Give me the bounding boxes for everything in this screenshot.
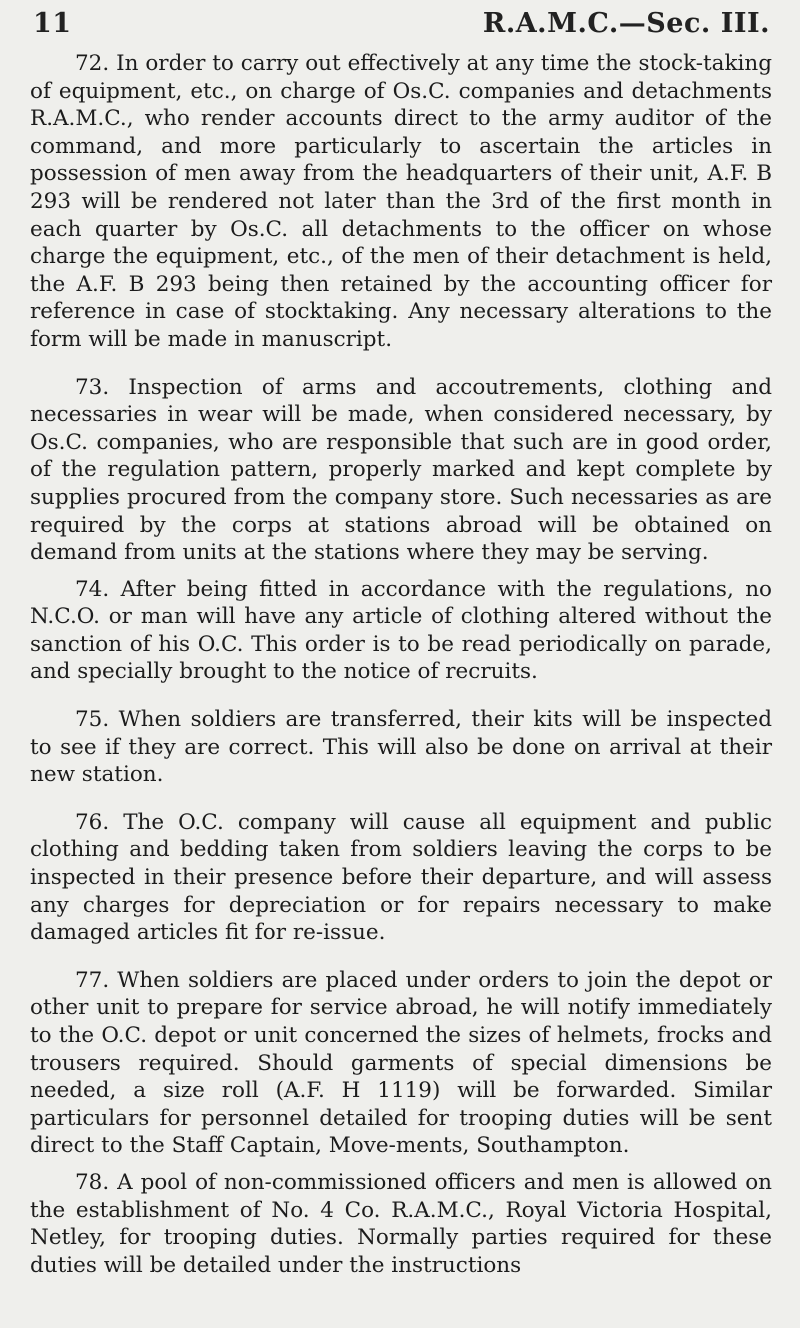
paragraph-77: 77. When soldiers are placed under orders to join the depot or other unit to prepare for service abroad, he will notify immediately to the O.C. depot or unit concerned the sizes of helmets, frocks and trousers required. Should garments of special dimensions be needed, a size roll (A.F. H 1119) will be forwarded. Similar particulars for personnel detailed for trooping duties will be sent direct to the Staff Captain, Move-ments, Southampton. [30, 967, 772, 1159]
paragraph-75: 75. When soldiers are transferred, their kits will be inspected to see if they are correct. This will also be done on arrival at their new station. [30, 707, 772, 788]
page-header [30, 8, 772, 48]
running-head: R.A.M.C.—Sec. III. [482, 8, 770, 39]
paragraph-72: 72. In order to carry out effectively at any time the stock-taking of equipment, etc., on charge of Os.C. companies and detachments R.A.M.C., who render accounts direct to the army auditor of the command, and more particularly to ascertain the articles in possession of men away from the headquarters of their unit, A.F. B 293 will be rendered not later than the 3rd of the first month in each quarter by Os.C. all detachments to the officer on whose charge the equipment, etc., of the men of their detachment is held, the A.F. B 293 being then retained by the accounting officer for reference in case of stocktaking. Any necessary alterations to the form will be made in manuscript. [30, 51, 772, 352]
paragraph-78: 78. A pool of non-commissioned officers and men is allowed on the establishment of No. 4 Co. R.A.M.C., Royal Victoria Hospital, Netley, for trooping duties. Normally parties required for these duties will be detailed under the instructions [30, 1169, 772, 1278]
paragraph-74: 74. After being fitted in accordance with the regulations, no N.C.O. or man will have any article of clothing altered without the sanction of his O.C. This order is to be read periodically on parade, and specially brought to the notice of recruits. [30, 576, 772, 685]
page-number: 11 [33, 8, 72, 39]
paragraph-76: 76. The O.C. company will cause all equipment and public clothing and bedding taken from soldiers leaving the corps to be inspected in their presence before their departure, and will assess any charges for depreciation or for repairs necessary to make damaged articles fit for re-issue. [30, 809, 772, 946]
paragraph-73: 73. Inspection of arms and accoutrements, clothing and necessaries in wear will be made, when considered necessary, by Os.C. companies, who are responsible that such are in good order, of the regulation pattern, properly marked and kept complete by supplies procured from the company store. Such necessaries as are required by the corps at stations abroad will be obtained on demand from units at the stations where they may be serving. [30, 374, 772, 566]
document-body [30, 50, 772, 1279]
